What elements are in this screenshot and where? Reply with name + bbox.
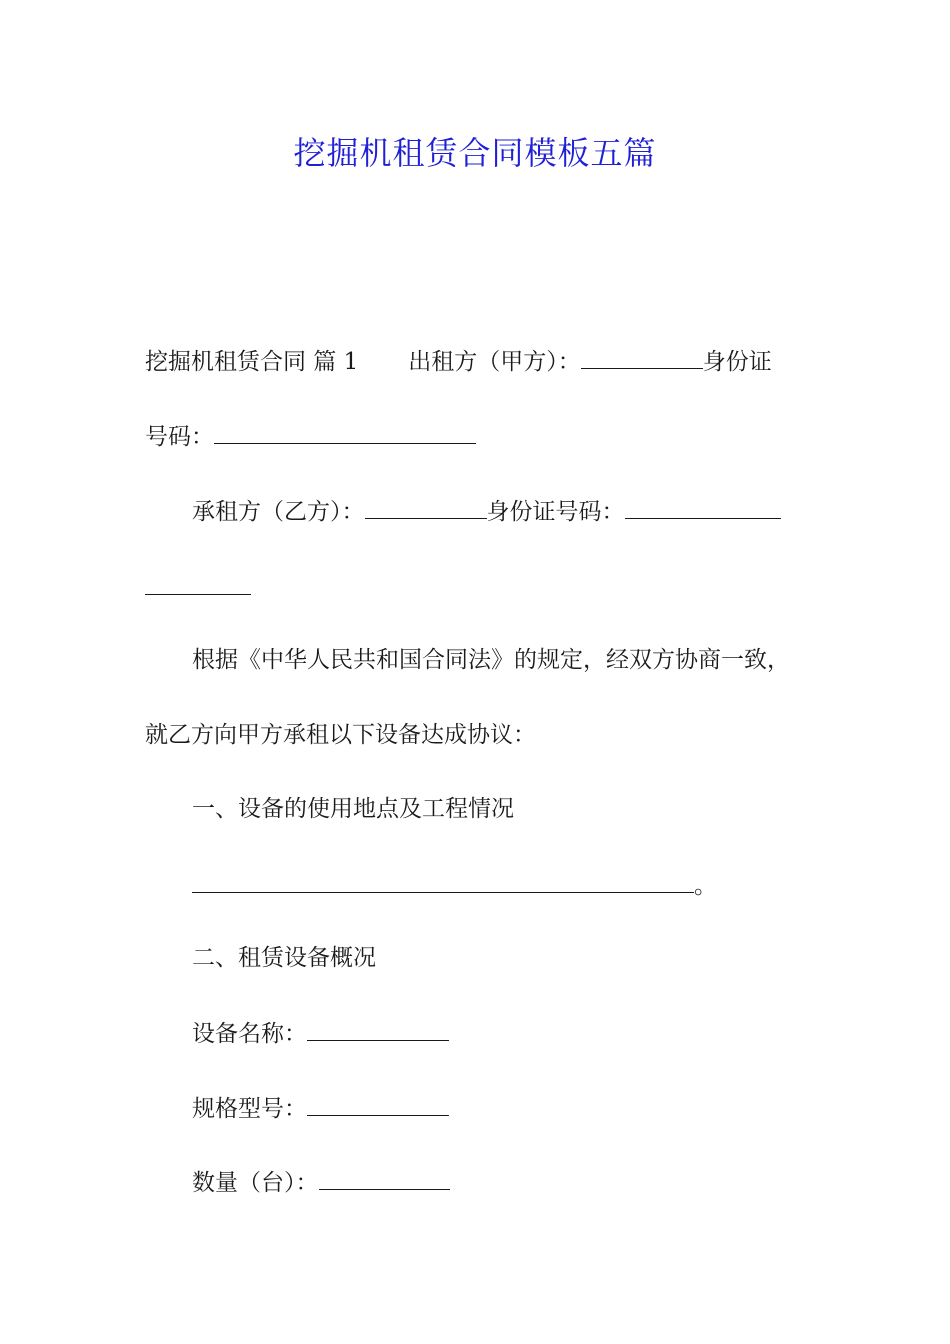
contract-part-label: 挖掘机租赁合同 篇 1 (145, 349, 359, 375)
location-blank-line (192, 870, 717, 901)
location-blank[interactable] (192, 870, 694, 893)
sentence-end-mark: 。 (694, 873, 717, 899)
equipment-name-blank[interactable] (307, 1018, 449, 1041)
model-spec-blank[interactable] (307, 1093, 449, 1116)
field-line (192, 1018, 449, 1049)
lessee-line (192, 496, 781, 527)
contract-heading-line (145, 346, 772, 377)
quantity-label: 数量（台）： (192, 1170, 319, 1196)
section-heading-line (192, 943, 376, 973)
lessor-id-blank[interactable] (214, 421, 476, 444)
id-number-label: 号码： (145, 424, 214, 450)
section-one-heading: 一、设备的使用地点及工程情况 (192, 796, 514, 822)
lessee-name-blank[interactable] (365, 496, 487, 519)
section-heading-line (192, 794, 514, 824)
lessee-label: 承租方（乙方）： (192, 499, 365, 525)
preamble-text: 根据《中华人民共和国合同法》的规定，经双方协商一致， (192, 647, 790, 673)
lessee-id-blank[interactable] (625, 496, 781, 519)
lessee-id-label: 身份证号码： (486, 499, 625, 525)
lessor-name-blank[interactable] (581, 346, 703, 369)
paragraph-line (145, 720, 536, 750)
id-card-label-start: 身份证 (702, 349, 772, 375)
equipment-name-label: 设备名称： (192, 1021, 307, 1047)
section-two-heading: 二、租赁设备概况 (192, 945, 376, 971)
lessor-label: 出租方（甲方）： (408, 349, 581, 375)
lessee-id-continuation-line (145, 572, 251, 603)
field-line (192, 1093, 449, 1124)
paragraph-line (192, 645, 790, 675)
quantity-blank[interactable] (319, 1167, 450, 1190)
model-spec-label: 规格型号： (192, 1096, 307, 1122)
field-line (192, 1167, 450, 1198)
document-title: 挖掘机租赁合同模板五篇 (293, 134, 657, 172)
lessor-id-line (145, 421, 476, 452)
lessee-id-blank-continuation[interactable] (145, 572, 251, 595)
preamble-text-continued: 就乙方向甲方承租以下设备达成协议： (145, 722, 536, 748)
